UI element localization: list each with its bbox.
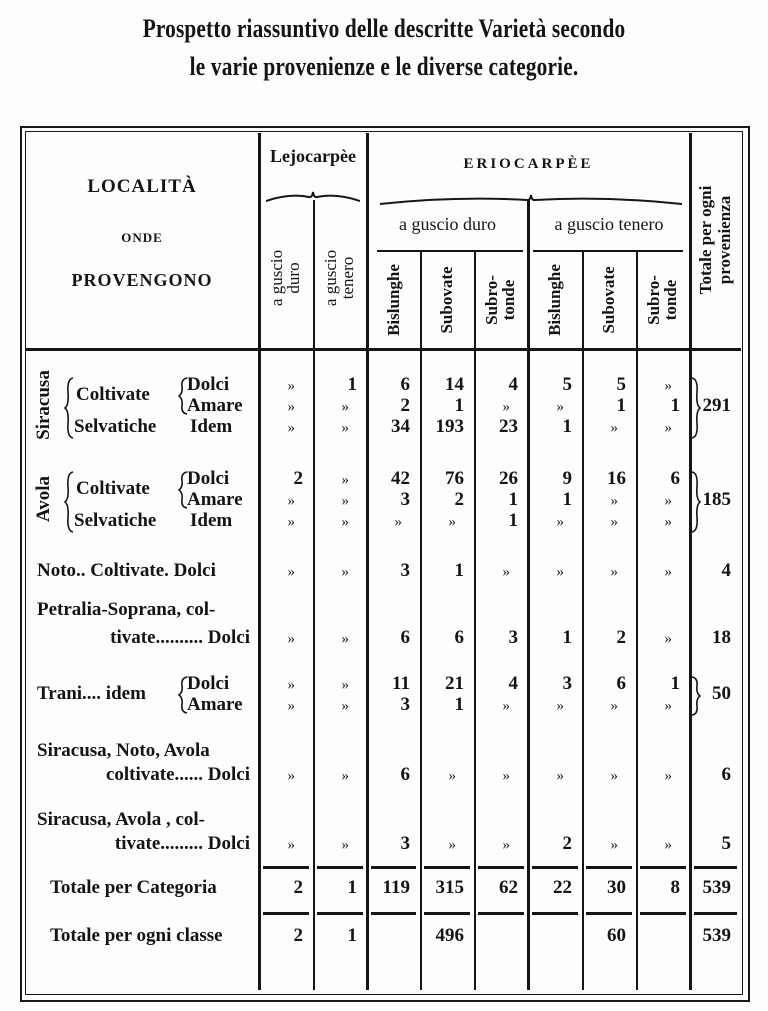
table-cell: 1 <box>347 877 357 898</box>
row-label: tivate.......... Dolci <box>110 627 250 648</box>
group-place-avola: Avola <box>33 475 54 523</box>
header-erio-col-4 <box>591 252 627 348</box>
header-erio-col-5 <box>645 252 681 348</box>
table-cell: 1 <box>347 925 357 946</box>
table-cell: 3 <box>400 694 410 715</box>
total-rule <box>371 866 416 869</box>
table-cell: » <box>287 768 295 784</box>
row-total: 6 <box>721 764 731 785</box>
table-cell: » <box>502 399 510 415</box>
page-title-line-2: le varie provenienze e le diverse categorie. <box>189 52 579 81</box>
header-lejocarpee: Lejocarpèe <box>270 146 356 166</box>
table-cell: » <box>287 420 295 436</box>
table-cell: 23 <box>499 416 518 437</box>
row-subtype: Idem <box>190 416 233 437</box>
table-cell: » <box>287 514 295 530</box>
row-total: 5 <box>721 833 731 854</box>
table-cell: 5 <box>616 374 626 395</box>
table-cell: » <box>287 677 295 693</box>
row-label: coltivate...... Dolci <box>105 764 250 785</box>
total-rule <box>317 866 363 869</box>
table-cell: » <box>556 514 564 530</box>
header-text: tonde <box>661 279 680 321</box>
total-rule <box>532 866 578 869</box>
row-total: 539 <box>702 877 731 898</box>
table-cell: 2 <box>454 489 464 510</box>
table-cell: » <box>287 837 295 853</box>
table-cell: 3 <box>400 560 410 581</box>
brace-lejocarpee <box>266 189 360 205</box>
table-cell: » <box>287 399 295 415</box>
table-cell: 76 <box>445 468 464 489</box>
table-cell: » <box>287 631 295 647</box>
table-cell: » <box>448 768 456 784</box>
row-type: Selvatiche <box>74 416 157 437</box>
header-rule <box>25 348 741 351</box>
table-cell: 315 <box>435 877 464 898</box>
table-cell: » <box>341 514 349 530</box>
table-cell: 1 <box>508 510 518 531</box>
table-cell: » <box>394 514 402 530</box>
header-erio-duro: a guscio duro <box>399 214 496 234</box>
table-cell: » <box>502 698 510 714</box>
row-type: Coltivate <box>76 384 150 405</box>
table-cell: » <box>287 378 295 394</box>
table-cell: » <box>664 420 672 436</box>
header-text: Subovate <box>599 266 618 334</box>
total-rule <box>532 912 578 915</box>
row-total: 18 <box>712 627 731 648</box>
table-cell: » <box>610 837 618 853</box>
brace-place <box>64 377 74 439</box>
row-type: Coltivate <box>76 478 150 499</box>
table-cell: » <box>610 514 618 530</box>
row-total: 50 <box>712 683 731 704</box>
table-cell: 21 <box>445 673 464 694</box>
total-rule <box>371 912 416 915</box>
row-label-trani: Trani.... idem <box>37 683 146 704</box>
row-label: Siracusa, Noto, Avola <box>37 740 210 761</box>
table-cell: 1 <box>562 489 572 510</box>
row-total: 539 <box>702 925 731 946</box>
table-cell: » <box>610 768 618 784</box>
column-divider <box>258 133 261 990</box>
total-rule <box>263 912 309 915</box>
row-subtype: Dolci <box>187 374 230 395</box>
table-cell: 1 <box>508 489 518 510</box>
table-cell: 26 <box>499 468 518 489</box>
table-cell: » <box>287 493 295 509</box>
table-cell: » <box>610 493 618 509</box>
table-cell: 1 <box>454 560 464 581</box>
header-erio-col-0 <box>376 252 412 348</box>
header-text: tenero <box>338 256 357 300</box>
table-cell: » <box>341 631 349 647</box>
row-label: Siracusa, Avola , col- <box>37 809 206 830</box>
table-cell: » <box>502 768 510 784</box>
header-text: Subro- <box>482 275 501 325</box>
table-cell: 6 <box>400 627 410 648</box>
row-subtype: Idem <box>190 510 233 531</box>
header-lejo-col-1 <box>322 218 358 338</box>
table-cell: » <box>664 698 672 714</box>
table-cell: » <box>664 837 672 853</box>
table-cell: 6 <box>454 627 464 648</box>
row-subtype: Dolci <box>187 673 230 694</box>
header-text: a guscio <box>267 249 286 307</box>
brace-eriocarpee <box>380 192 682 208</box>
table-cell: 11 <box>392 673 410 694</box>
table-cell: » <box>610 564 618 580</box>
table-cell: » <box>341 768 349 784</box>
header-text: duro <box>284 262 303 294</box>
table-cell: » <box>502 837 510 853</box>
row-subtype: Amare <box>187 694 243 715</box>
table-cell: 496 <box>435 925 464 946</box>
table-cell: » <box>341 472 349 488</box>
header-text: Totale per ogni <box>695 185 715 295</box>
table-cell: 22 <box>553 877 572 898</box>
total-rule <box>424 866 470 869</box>
table-cell: 1 <box>454 694 464 715</box>
total-rule <box>478 912 524 915</box>
header-localita: LOCALITÀ <box>87 176 197 197</box>
totals-classe-label: Totale per ogni classe <box>50 925 223 946</box>
row-label: Petralia-Soprana, col- <box>37 599 216 620</box>
header-erio-tenero: a guscio tenero <box>554 214 664 234</box>
header-onde: ONDE <box>121 230 163 245</box>
table-cell: 34 <box>391 416 410 437</box>
table-cell: » <box>556 399 564 415</box>
header-text: Bislunghe <box>545 264 564 336</box>
table-cell: » <box>556 564 564 580</box>
row-total: 291 <box>702 395 731 416</box>
total-rule <box>424 912 470 915</box>
table-cell: » <box>341 399 349 415</box>
row-subtype: Dolci <box>187 468 230 489</box>
total-rule <box>478 866 524 869</box>
table-cell: » <box>502 564 510 580</box>
header-eriocarpee: ERIOCARPÈE <box>463 156 594 172</box>
table-cell: 2 <box>616 627 626 648</box>
table-cell: » <box>448 837 456 853</box>
total-rule <box>263 866 309 869</box>
table-cell: 3 <box>400 489 410 510</box>
table-cell: » <box>610 698 618 714</box>
table-cell: 193 <box>435 416 464 437</box>
header-text: provenienza <box>714 195 734 285</box>
table-cell: 14 <box>445 374 464 395</box>
table-cell: » <box>664 378 672 394</box>
table-cell: » <box>341 420 349 436</box>
table-cell: 1 <box>670 673 680 694</box>
table-cell: 2 <box>293 877 303 898</box>
totals-categoria-label: Totale per Categoria <box>50 877 217 898</box>
brace-place <box>64 471 74 533</box>
table-cell: » <box>287 698 295 714</box>
table-cell: » <box>341 564 349 580</box>
table-cell: 3 <box>508 627 518 648</box>
table-cell: 6 <box>400 764 410 785</box>
table-cell: » <box>448 514 456 530</box>
table-cell: 2 <box>293 468 303 489</box>
table-cell: » <box>341 493 349 509</box>
table-cell: 1 <box>616 395 626 416</box>
table-cell: » <box>556 698 564 714</box>
table-cell: 30 <box>607 877 626 898</box>
row-subtype: Amare <box>187 395 243 416</box>
group-place-siracusa: Siracusa <box>33 370 54 440</box>
column-divider <box>313 200 315 990</box>
header-totale <box>696 150 736 330</box>
table-cell: » <box>664 631 672 647</box>
table-cell: 60 <box>607 925 626 946</box>
table-cell: 8 <box>670 877 680 898</box>
table-cell: 3 <box>400 833 410 854</box>
row-label: tivate......... Dolci <box>114 833 250 854</box>
header-provengono: PROVENGONO <box>71 270 213 290</box>
total-rule <box>694 866 737 869</box>
header-text: Bislunghe <box>383 264 403 336</box>
table-cell: 16 <box>607 468 626 489</box>
table-cell: 1 <box>347 374 357 395</box>
table-cell: » <box>664 514 672 530</box>
total-rule <box>640 912 686 915</box>
header-lejo-col-0 <box>268 218 304 338</box>
table-cell: 4 <box>508 374 518 395</box>
header-text: Subovate <box>437 266 456 334</box>
header-text: tonde <box>499 279 518 321</box>
table-cell: 2 <box>293 925 303 946</box>
header-erio-col-3 <box>537 252 573 348</box>
table-cell: 2 <box>562 833 572 854</box>
table-cell: » <box>610 420 618 436</box>
table-cell: 42 <box>391 468 410 489</box>
row-total: 4 <box>721 560 731 581</box>
table-cell: 3 <box>562 673 572 694</box>
row-label: Noto.. Coltivate. Dolci <box>37 560 216 581</box>
table-cell: 1 <box>562 627 572 648</box>
table-cell: » <box>664 768 672 784</box>
table-cell: » <box>341 837 349 853</box>
table-cell: » <box>556 768 564 784</box>
total-rule <box>586 912 632 915</box>
total-rule <box>317 912 363 915</box>
table-cell: 2 <box>400 395 410 416</box>
table-cell: 9 <box>562 468 572 489</box>
table-cell: » <box>341 677 349 693</box>
table-cell: 62 <box>499 877 518 898</box>
row-subtype: Amare <box>187 489 243 510</box>
table-cell: » <box>341 698 349 714</box>
table-cell: 1 <box>562 416 572 437</box>
table-cell: 1 <box>454 395 464 416</box>
table-cell: 4 <box>508 673 518 694</box>
total-rule <box>586 866 632 869</box>
table-cell: » <box>664 564 672 580</box>
header-text: a guscio <box>321 249 340 307</box>
row-total: 185 <box>702 489 731 510</box>
header-erio-col-2 <box>483 252 519 348</box>
column-divider <box>527 200 530 990</box>
page-title-line-1: Prospetto riassuntivo delle descritte Varietà secondo <box>142 14 626 43</box>
header-erio-col-1 <box>429 252 465 348</box>
table-cell: 1 <box>670 395 680 416</box>
table-cell: 6 <box>670 468 680 489</box>
table-cell: 6 <box>400 374 410 395</box>
row-type: Selvatiche <box>74 510 157 531</box>
table-cell: » <box>664 493 672 509</box>
total-rule <box>640 866 686 869</box>
table-cell: 119 <box>382 877 410 898</box>
header-text: Subro- <box>644 275 663 325</box>
total-rule <box>694 912 737 915</box>
table-cell: 6 <box>616 673 626 694</box>
table-cell: » <box>287 564 295 580</box>
table-cell: 5 <box>562 374 572 395</box>
